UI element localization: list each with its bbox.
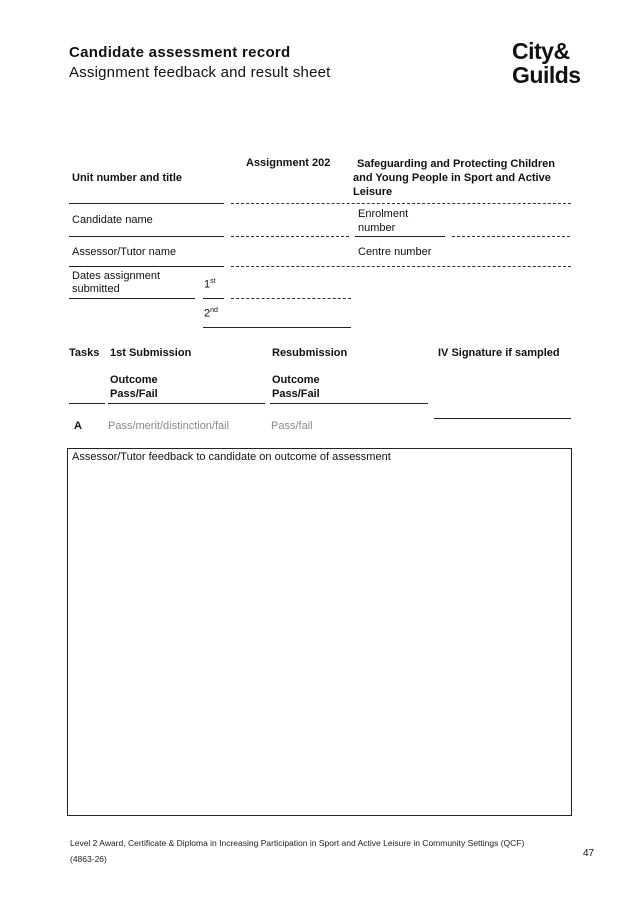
first-date-field[interactable] xyxy=(231,298,351,299)
footer-code: (4863-26) xyxy=(70,854,107,864)
task-row-letter: A xyxy=(74,420,82,432)
enrolment-number-field[interactable] xyxy=(452,236,570,237)
enrolment-label-line-2: number xyxy=(358,222,396,234)
assessor-label-rule xyxy=(69,266,224,267)
outcome-1-rule xyxy=(108,403,265,404)
unit-title-rule xyxy=(231,203,571,204)
outcome-1-line-2: Pass/Fail xyxy=(110,388,158,400)
candidate-name-label: Candidate name xyxy=(72,214,153,226)
enrolment-label-line-1: Enrolment xyxy=(358,208,409,220)
dates-label-rule xyxy=(69,298,195,299)
city-and-guilds-logo xyxy=(512,36,581,92)
tasks-rule xyxy=(69,403,105,404)
first-submission-header: 1st Submission xyxy=(110,347,192,359)
candidate-name-field[interactable] xyxy=(231,236,349,237)
page-number: 47 xyxy=(583,848,595,859)
resubmission-header: Resubmission xyxy=(272,347,348,359)
logo-line-1: City& xyxy=(512,38,570,64)
dates-label-line-2: submitted xyxy=(72,283,120,295)
feedback-box[interactable] xyxy=(67,448,572,816)
iv-signature-header: IV Signature if sampled xyxy=(438,347,560,359)
first-date-label: 1st xyxy=(204,278,216,291)
footer-qualification: Level 2 Award, Certificate & Diploma in Increasing Participation in Sport and Active Leisure in Community Settings (QCF) xyxy=(70,838,525,848)
second-date-field[interactable] xyxy=(203,327,351,328)
outcome-2-line-2: Pass/Fail xyxy=(272,388,320,400)
centre-number-label: Centre number xyxy=(358,246,432,258)
assessor-centre-field[interactable] xyxy=(231,266,571,267)
task-row-first-outcome-options: Pass/merit/distinction/fail xyxy=(108,420,230,432)
outcome-2-rule xyxy=(270,403,428,404)
enrolment-label-rule xyxy=(355,236,445,237)
unit-title-line-2: and Young People in Sport and Active xyxy=(353,172,551,184)
unit-label-rule xyxy=(69,203,224,204)
assignment-number: Assignment 202 xyxy=(246,157,331,169)
unit-title-line-1: Safeguarding and Protecting Children xyxy=(357,158,556,170)
outcome-1-line-1: Outcome xyxy=(110,374,158,386)
assessor-name-label: Assessor/Tutor name xyxy=(72,246,177,258)
page-title: Candidate assessment record xyxy=(69,44,291,61)
task-row-resubmission-options: Pass/fail xyxy=(271,420,313,432)
logo-line-2: Guilds xyxy=(512,62,581,88)
outcome-2-line-1: Outcome xyxy=(272,374,320,386)
second-date-label: 2nd xyxy=(204,307,218,320)
page-subtitle: Assignment feedback and result sheet xyxy=(69,64,331,81)
first-label-rule xyxy=(203,298,224,299)
candidate-name-label-rule xyxy=(69,236,224,237)
feedback-label: Assessor/Tutor feedback to candidate on outcome of assessment xyxy=(72,451,391,463)
tasks-header: Tasks xyxy=(69,347,100,359)
unit-title-line-3: Leisure xyxy=(353,186,393,198)
iv-signature-field[interactable] xyxy=(434,418,571,419)
unit-label: Unit number and title xyxy=(72,172,182,184)
dates-label-line-1: Dates assignment xyxy=(72,270,161,282)
